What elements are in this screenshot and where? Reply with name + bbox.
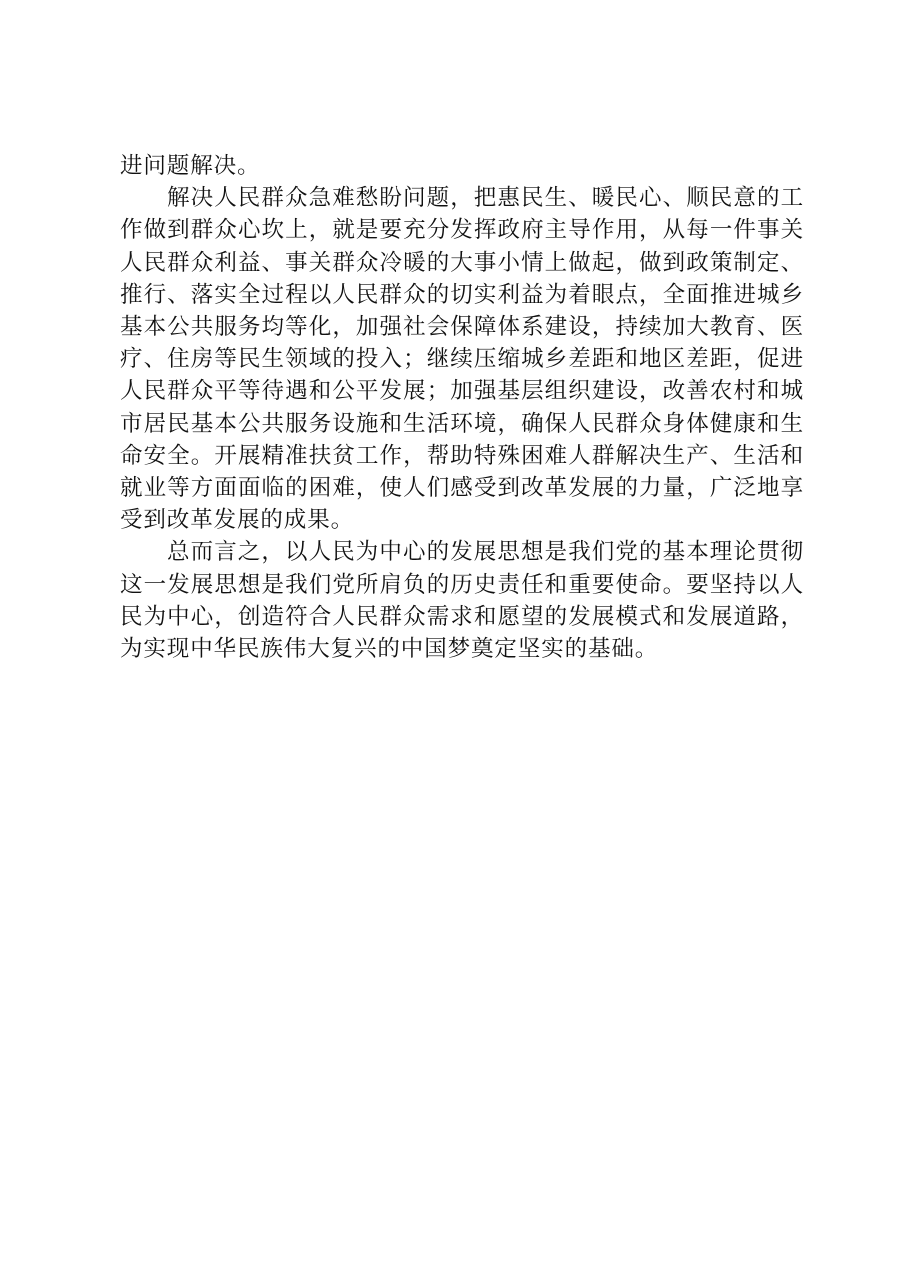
- paragraph-livelihood: 解决人民群众急难愁盼问题，把惠民生、暖民心、顺民意的工作做到群众心坎上，就是要充分发挥政府主导作用，从每一件事关人民群众利益、事关群众冷暖的大事小情上做起，做到政策制定、推行、落实全过程以人民群众的切实利益为着眼点，全面推进城乡基本公共服务均等化，加强社会保障体系建设，持续加大教育、医疗、住房等民生领域的投入；继续压缩城乡差距和地区差距，促进人民群众平等待遇和公平发展；加强基层组织建设，改善农村和城市居民基本公共服务设施和生活环境，确保人民群众身体健康和生命安全。开展精准扶贫工作，帮助特殊困难人群解决生产、生活和就业等方面面临的困难，使人们感受到改革发展的力量，广泛地享受到改革发展的成果。: [120, 185, 804, 534]
- document-body: [120, 150, 804, 665]
- paragraph-conclusion: 总而言之，以人民为中心的发展思想是我们党的基本理论贯彻这一发展思想是我们党所肩负的历史责任和重要使命。要坚持以人民为中心，创造符合人民群众需求和愿望的发展模式和发展道路，为实现中华民族伟大复兴的中国梦奠定坚实的基础。: [120, 539, 804, 663]
- paragraph-continuation: 进问题解决。: [120, 153, 261, 179]
